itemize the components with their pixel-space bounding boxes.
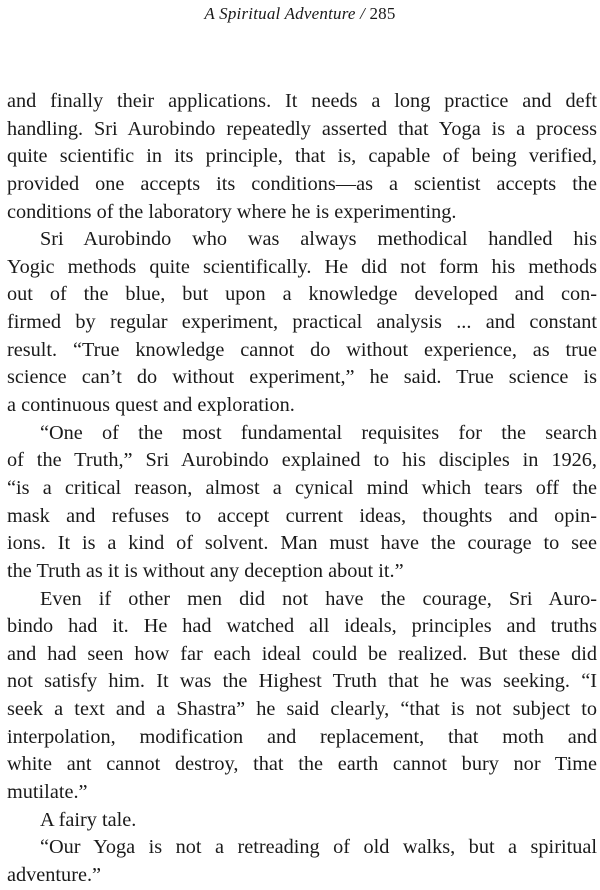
- text-line: mask and refuses to accept current ideas, thoughts and opin-: [7, 504, 597, 527]
- text-line: Yogic methods quite scientifically. He did not form his methods: [7, 255, 597, 278]
- running-title: A Spiritual Adventure: [204, 4, 356, 23]
- text-line: and finally their applications. It needs a long practice and deft: [7, 90, 597, 112]
- paragraph-first-line: Sri Aurobindo who was always methodical handled his: [40, 228, 597, 251]
- text-line: of the Truth,” Sri Aurobindo explained to his disciples in 1926,: [7, 449, 597, 472]
- text-line: and had seen how far each ideal could be realized. But these did: [7, 642, 597, 665]
- text-line: conditions of the laboratory where he is experimenting.: [7, 200, 457, 223]
- text-line: a continuous quest and exploration.: [7, 394, 295, 417]
- text-line: ions. It is a kind of solvent. Man must have the courage to see: [7, 532, 597, 555]
- text-line: handling. Sri Aurobindo repeatedly asserted that Yoga is a process: [7, 117, 597, 140]
- paragraph-first-line: A fairy tale.: [40, 808, 137, 831]
- page-body: [7, 88, 597, 890]
- running-head: [0, 4, 600, 24]
- text-line: white ant cannot destroy, that the earth cannot bury nor Time: [7, 753, 597, 776]
- text-line: the Truth as it is without any deception about it.”: [7, 559, 404, 582]
- text-line: firmed by regular experiment, practical analysis ... and constant: [7, 311, 597, 334]
- text-line: “is a critical reason, almost a cynical mind which tears off the: [7, 476, 597, 499]
- paragraph-first-line: “One of the most fundamental requisites for the search: [40, 421, 597, 444]
- text-line: out of the blue, but upon a knowledge developed and con-: [7, 283, 597, 306]
- text-line: seek a text and a Shastra” he said clearly, “that is not subject to: [7, 698, 597, 721]
- text-line: bindo had it. He had watched all ideals, principles and truths: [7, 615, 597, 638]
- text-line: result. “True knowledge cannot do without experience, as true: [7, 338, 597, 361]
- page-number: 285: [369, 4, 396, 23]
- text-line: science can’t do without experiment,” he said. True science is: [7, 366, 597, 389]
- text-line: not satisfy him. It was the Highest Truth that he was seeking. “I: [7, 670, 597, 693]
- paragraph-first-line: “Our Yoga is not a retreading of old walks, but a spiritual: [40, 836, 597, 859]
- text-line: interpolation, modification and replacement, that moth and: [7, 725, 597, 748]
- text-line: quite scientific in its principle, that is, capable of being verified,: [7, 145, 597, 168]
- text-line: adventure.”: [7, 863, 102, 886]
- paragraph-first-line: Even if other men did not have the courage, Sri Auro-: [40, 587, 597, 610]
- text-line: mutilate.”: [7, 781, 88, 804]
- running-head-separator: /: [355, 4, 370, 23]
- text-line: provided one accepts its conditions—as a scientist accepts the: [7, 172, 597, 195]
